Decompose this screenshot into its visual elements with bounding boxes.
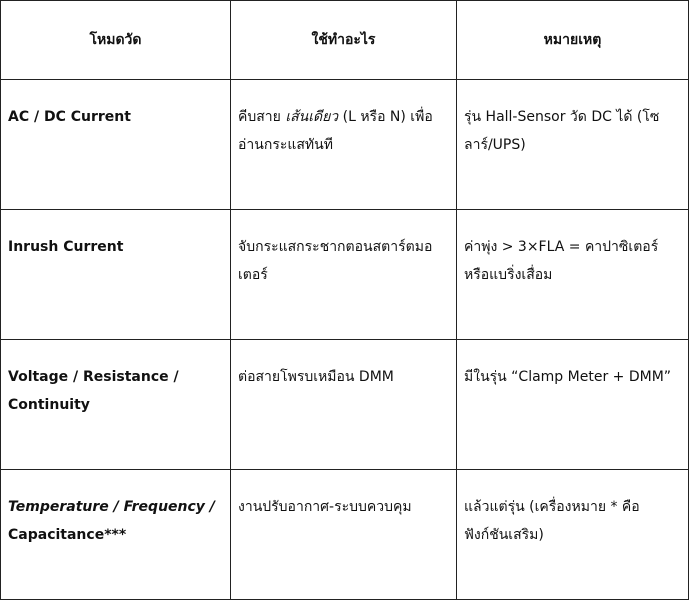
use-cell: จับกระแสกระชากตอนสตาร์ตมอเตอร์	[231, 210, 457, 340]
header-row	[1, 1, 689, 80]
table-row	[1, 80, 689, 210]
use-text: คีบสาย	[238, 109, 286, 125]
use-cell	[231, 80, 457, 210]
note-cell: มีในรุ่น “Clamp Meter + DMM”	[457, 340, 689, 470]
use-emphasis: เส้นเดียว	[285, 109, 339, 125]
use-text: (L หรือ N) เพื่ออ่านกระแสทันที	[238, 109, 433, 153]
mode-cell: Inrush Current	[1, 210, 231, 340]
table-row	[1, 340, 689, 470]
mode-emphasis: Temperature / Frequency /	[8, 499, 215, 515]
mode-cell: AC / DC Current	[1, 80, 231, 210]
mode-text: Capacitance***	[8, 527, 127, 543]
table-row	[1, 210, 689, 340]
mode-cell: Voltage / Resistance / Continuity	[1, 340, 231, 470]
note-cell: รุ่น Hall-Sensor วัด DC ได้ (โซลาร์/UPS)	[457, 80, 689, 210]
mode-cell	[1, 470, 231, 600]
table-row	[1, 470, 689, 600]
header-use: ใช้ทำอะไร	[231, 1, 457, 80]
note-cell: ค่าพุ่ง > 3×FLA = คาปาซิเตอร์หรือแบริ่งเสื่อม	[457, 210, 689, 340]
use-cell: ต่อสายโพรบเหมือน DMM	[231, 340, 457, 470]
note-cell: แล้วแต่รุ่น (เครื่องหมาย * คือฟังก์ชันเสริม)	[457, 470, 689, 600]
use-cell: งานปรับอากาศ-ระบบควบคุม	[231, 470, 457, 600]
header-mode: โหมดวัด	[1, 1, 231, 80]
header-note: หมายเหตุ	[457, 1, 689, 80]
